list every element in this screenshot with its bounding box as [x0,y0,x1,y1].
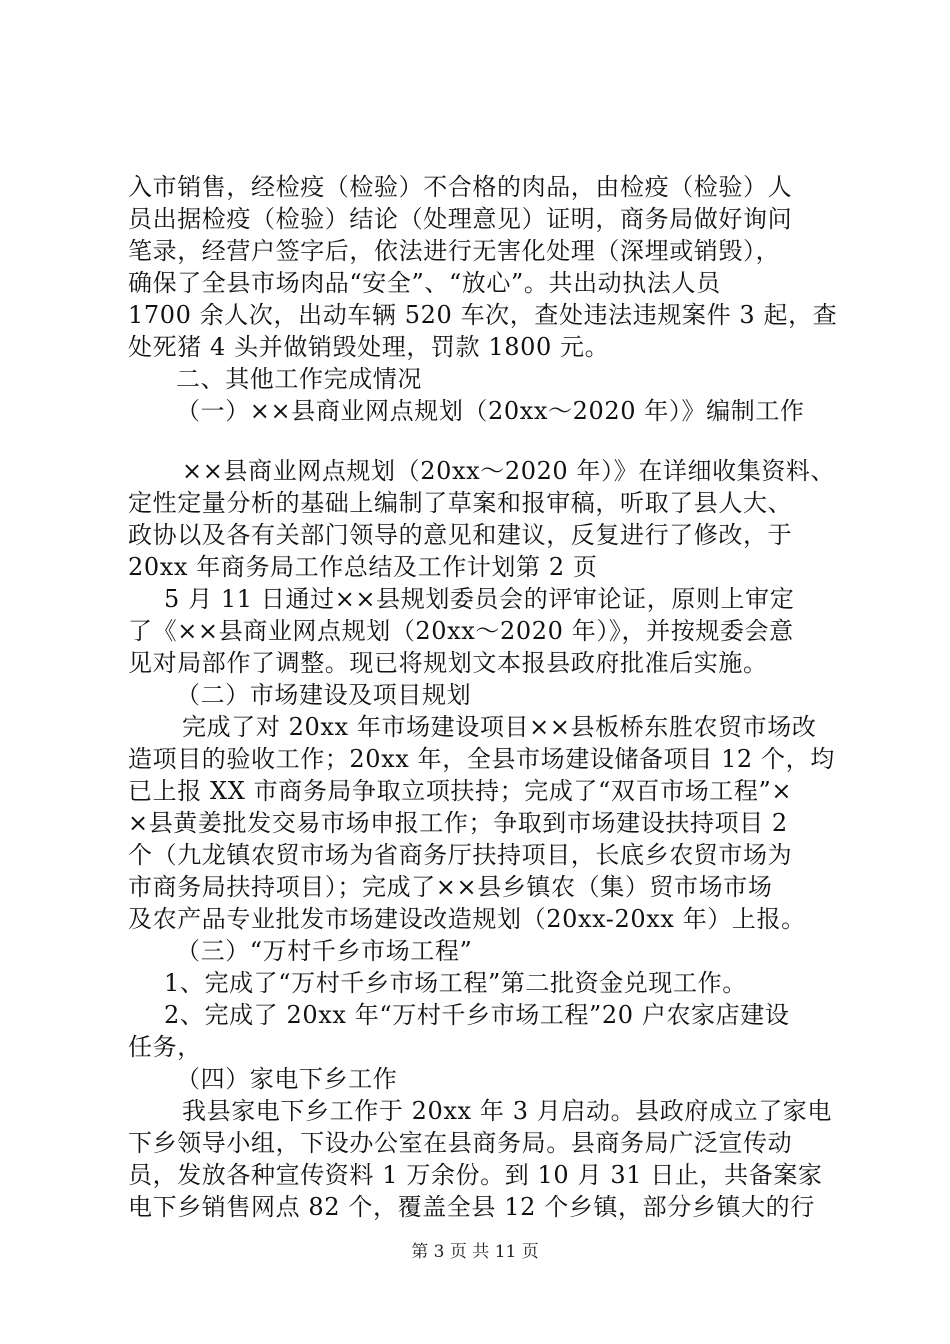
paragraph-line: 见对局部作了调整。现已将规划文本报县政府批准后实施。 [128,649,768,677]
paragraph-line: 员，发放各种宣传资料 1 万余份。到 10 月 31 日止，共备案家 [128,1161,823,1189]
paragraph-line: 电下乡销售网点 82 个，覆盖全县 12 个乡镇，部分乡镇大的行 [128,1193,815,1221]
paragraph-line: 任务， [128,1033,202,1061]
list-item: 2、完成了 20xx 年“万村千乡市场工程”20 户农家店建设 [164,1001,790,1029]
paragraph-line: 1700 余人次，出动车辆 520 车次，查处违法违规案件 3 起，查 [128,301,838,329]
paragraph-line: 造项目的验收工作；20xx 年，全县市场建设储备项目 12 个，均 [128,745,835,773]
subsection-heading: （四）家电下乡工作 [176,1065,398,1093]
paragraph-line: 5 月 11 日通过××县规划委员会的评审论证，原则上审定 [164,585,795,613]
paragraph-line: 我县家电下乡工作于 20xx 年 3 月启动。县政府成立了家电 [182,1097,832,1125]
page-reference-line: 20xx 年商务局工作总结及工作计划第 2 页 [128,553,598,581]
paragraph-line: 处死猪 4 头并做销毁处理，罚款 1800 元。 [128,333,610,361]
paragraph-line: ×县黄姜批发交易市场申报工作；争取到市场建设扶持项目 2 [128,809,788,837]
paragraph-line: 个（九龙镇农贸市场为省商务厅扶持项目，长底乡农贸市场为 [128,841,793,869]
paragraph-line: 及农产品专业批发市场建设改造规划（20xx-20xx 年）上报。 [128,905,806,933]
paragraph-line: 了《××县商业网点规划（20xx～2020 年）》，并按规委会意 [128,617,794,645]
paragraph-line: 已上报 XX 市商务局争取立项扶持；完成了“双百市场工程”× [128,777,793,805]
subsection-heading: （三）“万村千乡市场工程” [176,937,473,965]
subsection-heading: （二）市场建设及项目规划 [176,681,472,709]
paragraph-line: 下乡领导小组，下设办公室在县商务局。县商务局广泛宣传动 [128,1129,793,1157]
paragraph-line: 完成了对 20xx 年市场建设项目××县板桥东胜农贸市场改 [182,713,817,741]
page-footer: 第 3 页 共 11 页 [411,1242,539,1262]
paragraph-line: ××县商业网点规划（20xx～2020 年）》在详细收集资料、 [182,457,836,485]
paragraph-line: 政协以及各有关部门领导的意见和建议，反复进行了修改，于 [128,521,793,549]
paragraph-line: 定性定量分析的基础上编制了草案和报审稿，听取了县人大、 [128,489,793,517]
paragraph-line: 笔录，经营户签字后，依法进行无害化处理（深埋或销毁）， [128,237,781,265]
paragraph-line: 员出据检疫（检验）结论（处理意见）证明，商务局做好询问 [128,205,793,233]
paragraph-line: 入市销售，经检疫（检验）不合格的肉品，由检疫（检验）人 [128,173,793,201]
list-item: 1、完成了“万村千乡市场工程”第二批资金兑现工作。 [164,969,747,997]
section-heading: 二、其他工作完成情况 [176,365,422,393]
paragraph-line: 确保了全县市场肉品“安全”、“放心”。共出动执法人员 [128,269,721,297]
paragraph-line: 市商务局扶持项目）；完成了××县乡镇农（集）贸市场市场 [128,873,773,901]
subsection-heading: （一）××县商业网点规划（20xx～2020 年）》编制工作 [176,397,805,425]
